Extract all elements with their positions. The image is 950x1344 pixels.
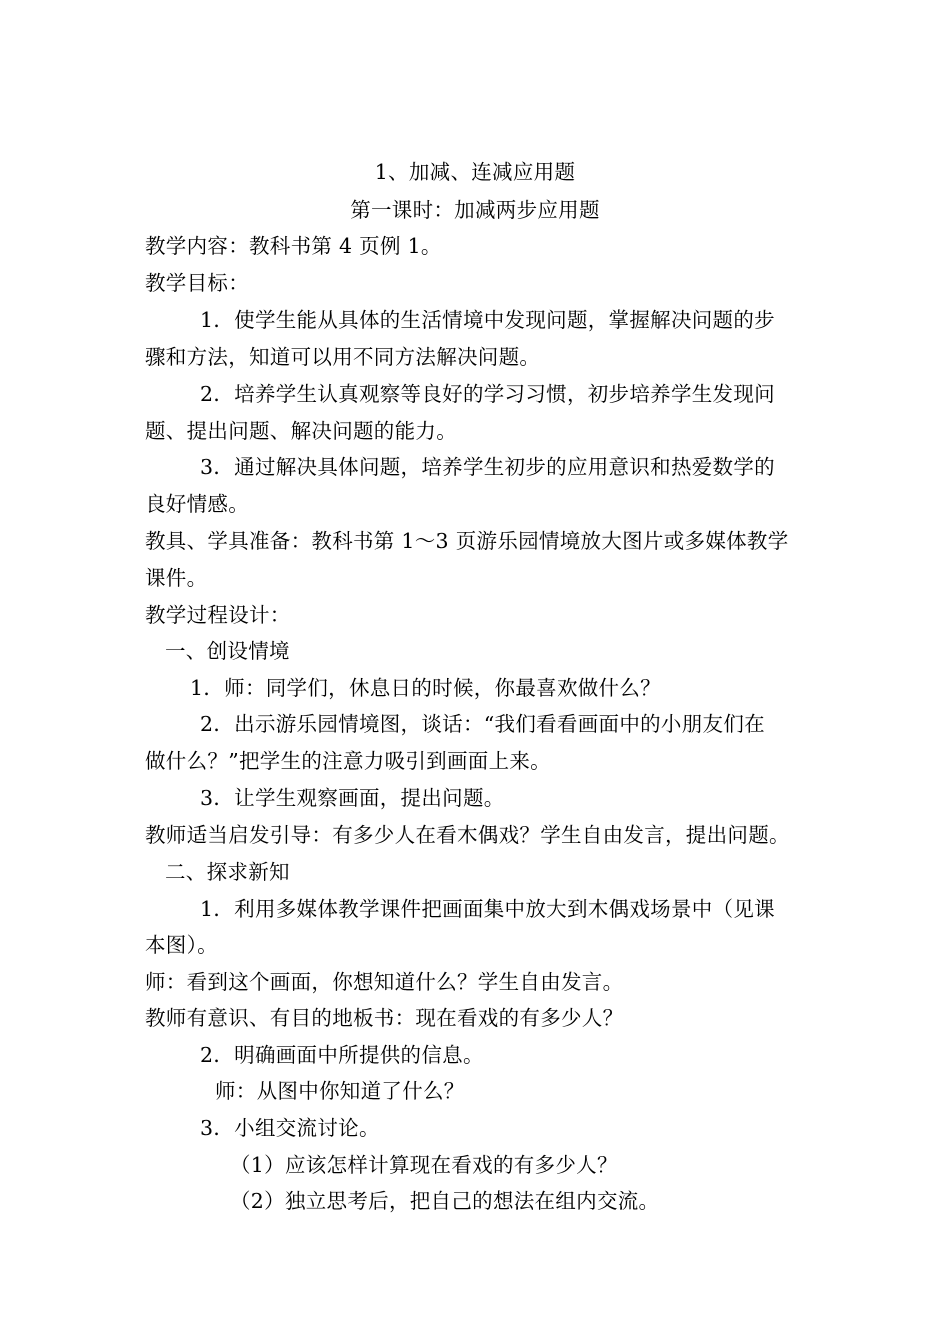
- step-1-3: 3．让学生观察画面，提出问题。: [200, 786, 505, 810]
- step-1-2-line-2: 做什么？”把学生的注意力吸引到画面上来。: [145, 749, 551, 773]
- lesson-subtitle: 第一课时：加减两步应用题: [350, 198, 600, 222]
- discussion-point-2: （2）独立思考后，把自己的想法在组内交流。: [230, 1189, 660, 1213]
- discussion-point-1: （1）应该怎样计算现在看戏的有多少人？: [230, 1153, 618, 1177]
- goal-1-line-2: 骤和方法，知道可以用不同方法解决问题。: [145, 345, 541, 369]
- section-2-heading: 二、探求新知: [165, 860, 290, 884]
- goal-3-line-1: 3．通过解决具体问题，培养学生初步的应用意识和热爱数学的: [200, 455, 775, 479]
- step-1-2-line-1: 2．出示游乐园情境图，谈话：“我们看看画面中的小朋友们在: [200, 712, 765, 736]
- step-2-3: 3．小组交流讨论。: [200, 1116, 380, 1140]
- goal-1-line-1: 1．使学生能从具体的生活情境中发现问题，掌握解决问题的步: [200, 308, 775, 332]
- teaching-goals-heading: 教学目标：: [145, 271, 249, 295]
- document-title: 1、加减、连减应用题: [374, 160, 576, 184]
- teaching-content: 教学内容：教科书第 4 页例 1。: [145, 234, 442, 258]
- blackboard-note: 教师有意识、有目的地板书：现在看戏的有多少人？: [145, 1006, 624, 1030]
- goal-2-line-1: 2．培养学生认真观察等良好的学习习惯，初步培养学生发现问: [200, 382, 775, 406]
- section-1-heading: 一、创设情境: [165, 639, 290, 663]
- step-2-2: 2．明确画面中所提供的信息。: [200, 1043, 484, 1067]
- goal-2-line-2: 题、提出问题、解决问题的能力。: [145, 419, 457, 443]
- step-2-1-line-1: 1．利用多媒体教学课件把画面集中放大到木偶戏场景中（见课: [200, 897, 775, 921]
- process-heading: 教学过程设计：: [145, 603, 291, 627]
- teacher-prompt: 师：从图中你知道了什么？: [215, 1079, 465, 1103]
- teacher-question: 师：看到这个画面，你想知道什么？学生自由发言。: [145, 970, 624, 994]
- step-2-1-line-2: 本图）。: [145, 933, 218, 957]
- goal-3-line-2: 良好情感。: [145, 492, 249, 516]
- materials-line-1: 教具、学具准备：教科书第 1～3 页游乐园情境放大图片或多媒体教学: [145, 529, 789, 553]
- materials-line-2: 课件。: [145, 566, 208, 590]
- teacher-guidance: 教师适当启发引导：有多少人在看木偶戏？学生自由发言，提出问题。: [145, 823, 790, 847]
- step-1-1: 1．师：同学们，休息日的时候，你最喜欢做什么？: [190, 676, 661, 700]
